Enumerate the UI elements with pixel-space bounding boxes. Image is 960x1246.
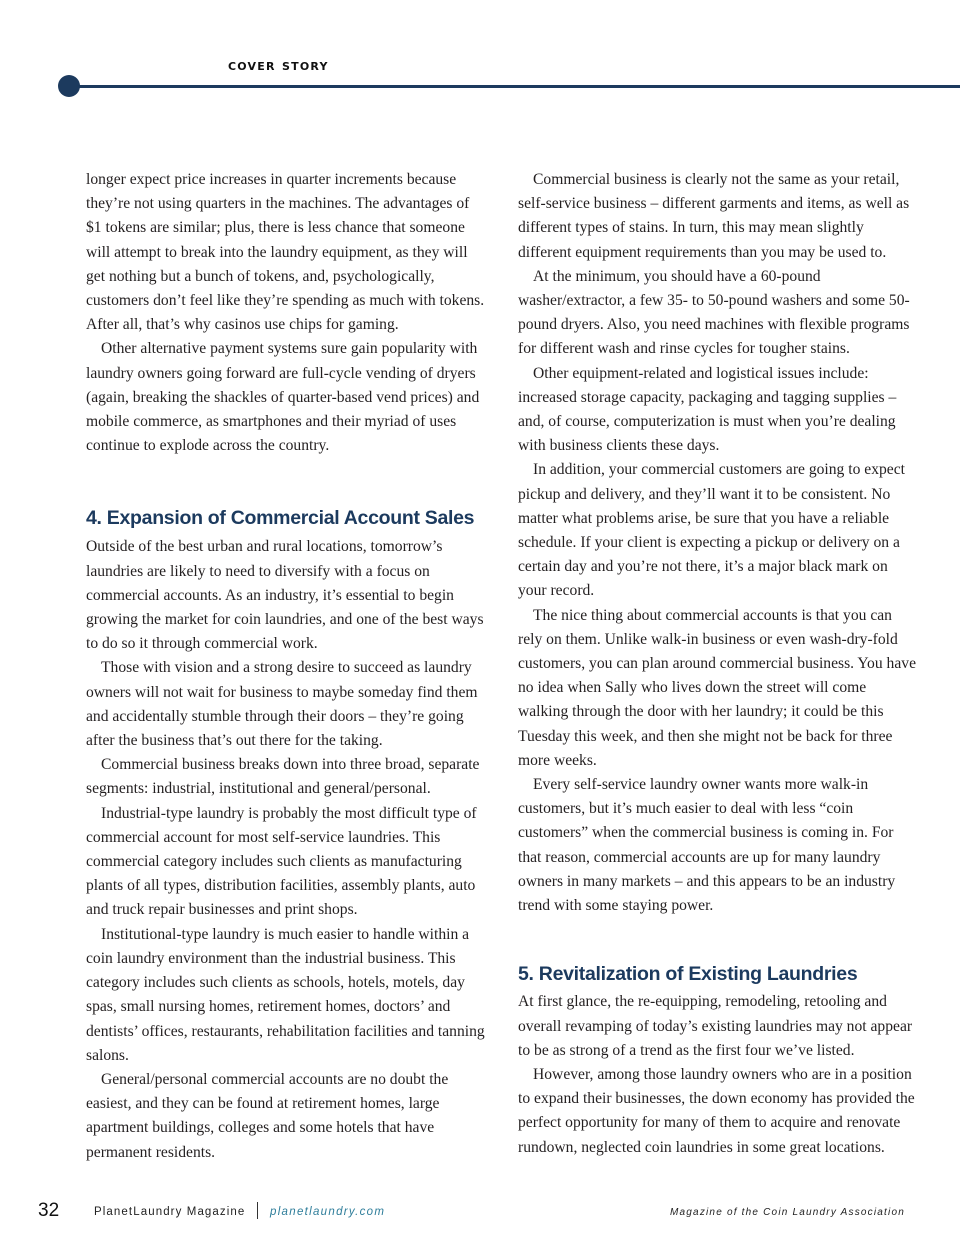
- section-kicker: cover story: [228, 56, 329, 74]
- section-heading-4: 4. Expansion of Commercial Account Sales: [86, 507, 475, 530]
- section-heading-5: 5. Revitalization of Existing Laundries: [518, 963, 858, 986]
- body-paragraph: Other alternative payment systems sure gain popularity with laundry owners going forward are full-cycle vending of dryers (again, breaking the shackles of quarter-based vend prices) and mobile commerce, as smartphones and their myriad of uses continue to explode across the country.: [86, 340, 480, 455]
- body-paragraph: Industrial-type laundry is probably the most difficult type of commercial account for most self-service laundries. This commercial category includes such clients as manufacturing plants of all types, distribution facilities, assembly plants, auto and truck repair businesses and print shops.: [86, 804, 477, 919]
- body-paragraph: longer expect price increases in quarter increments because they’re not using quarters in the machines. The advantages of $1 tokens are similar; plus, there is less chance that someone will attempt to break into the laundry equipment, as they will get nothing but a bunch of tokens, and, psychologically, customers don’t feel like they’re spending as much with tokens. After all, that’s why casinos use chips for gaming.: [86, 171, 485, 334]
- body-paragraph: The nice thing about commercial accounts is that you can rely on them. Unlike walk-in business or even wash-dry-fold customers, you can plan around commercial business. You have no idea when Sally who lives down the street will come walking through the door with her laundry; it could be this Tuesday this week, and then she might not be back for three more weeks.: [518, 606, 916, 769]
- body-paragraph: At the minimum, you should have a 60-pound washer/extractor, a few 35- to 50-pound washers and some 50-pound dryers. Also, you need machines with flexible programs for different wash and rinse cycles for tougher stains.: [518, 267, 910, 358]
- body-paragraph: At first glance, the re-equipping, remodeling, retooling and overall revamping of today’s existing laundries may not appear to be as strong of a trend as the first four we’ve listed.: [518, 993, 913, 1059]
- body-paragraph: Every self-service laundry owner wants more walk-in customers, but it’s much easier to deal with less “coin customers” when the commercial business is coming in. For that reason, commercial accounts are up for many laundry owners in many markets – and this appears to be an industry trend with some staying power.: [518, 776, 896, 915]
- header-rule: [70, 85, 960, 88]
- body-paragraph: Outside of the best urban and rural locations, tomorrow’s laundries are likely to need to diversify with a focus on commercial accounts. As an industry, it’s essential to begin growing the market for coin laundries, and one of the best ways to do so it through commercial work.: [86, 538, 484, 653]
- association-tagline: Magazine of the Coin Laundry Association: [670, 1207, 905, 1218]
- website-link[interactable]: planetlaundry.com: [270, 1206, 386, 1218]
- left-column: [86, 168, 486, 1165]
- body-paragraph: Other equipment-related and logistical issues include: increased storage capacity, packaging and tagging supplies – and, of course, computerization is must when you’re dealing with business clients these days.: [518, 364, 897, 455]
- right-column: [518, 168, 918, 1160]
- body-paragraph: General/personal commercial accounts are no doubt the easiest, and they can be found at retirement homes, large apartment buildings, colleges and some hotels that have permanent residents.: [86, 1070, 449, 1161]
- body-paragraph: However, among those laundry owners who are in a position to expand their businesses, the down economy has provided the perfect opportunity for many of them to acquire and renovate rundown, neglected coin laundries in some great locations.: [518, 1065, 915, 1156]
- page-footer: [0, 1198, 960, 1228]
- body-paragraph: Those with vision and a strong desire to succeed as laundry owners will not wait for business to maybe someday find them and accidentally stumble through their doors – they’re going after the business that’s out there for the taking.: [86, 659, 478, 750]
- body-paragraph: Institutional-type laundry is much easier to handle within a coin laundry environment than the industrial business. This category includes such clients as schools, hotels, motels, day spas, small nursing homes, retirement homes, doctors’ and dentists’ offices, restaurants, rehabilitation facilities and tanning salons.: [86, 925, 485, 1064]
- body-paragraph: In addition, your commercial customers are going to expect pickup and delivery, and they’ll want it to be consistent. No matter what problems arise, be sure that you have a reliable schedule. If your client is expecting a pickup or delivery on a certain day and you’re not there, it’s a major black mark on your record.: [518, 461, 905, 600]
- footer-divider: [257, 1202, 258, 1219]
- page-number: 32: [38, 1200, 60, 1221]
- magazine-name: PlanetLaundry Magazine: [94, 1206, 246, 1218]
- body-paragraph: Commercial business is clearly not the same as your retail, self-service business – different garments and items, as well as different types of stains. In turn, this may mean slightly different equipment requirements than you may be used to.: [518, 171, 910, 261]
- body-paragraph: Commercial business breaks down into three broad, separate segments: industrial, institutional and general/personal.: [86, 756, 480, 798]
